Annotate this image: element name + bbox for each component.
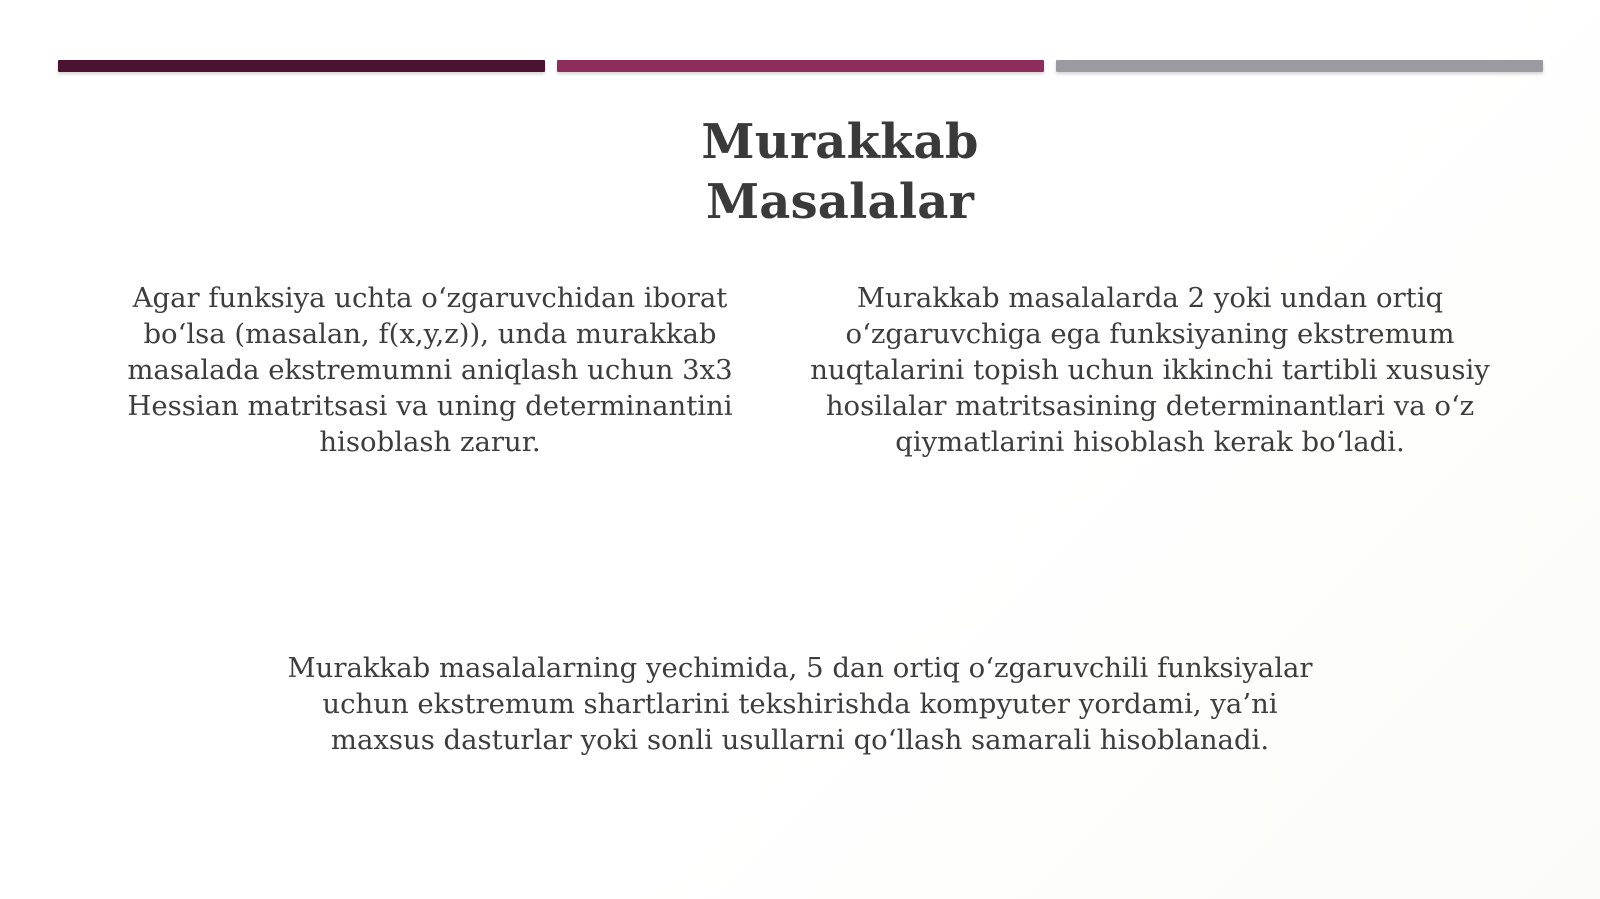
paragraph-right: Murakkab masalalarda 2 yoki undan ortiq o‘zgaruvchiga ega funksiyaning ekstremum nuqtalarini topish uchun ikkinchi tartibli xususiy hosilalar matritsasining determinantlari va o‘z qiymatlarini hisoblash kerak bo‘ladi. <box>810 282 1490 458</box>
paragraph-bottom: Murakkab masalalarning yechimida, 5 dan ortiq o‘zgaruvchili funksiyalar uchun ekstremum shartlarini tekshirishda kompyuter yordami, ya’ni maxsus dasturlar yoki sonli usullarni qo‘llash samarali hisoblanadi. <box>287 652 1313 756</box>
slide-title: Murakkab Masalalar <box>701 114 979 230</box>
paragraph-left: Agar funksiya uchta o‘zgaruvchidan iborat bo‘lsa (masalan, f(x,y,z)), unda murakkab masalada ekstremumni aniqlash uchun 3x3 Hessian matritsasi va uning determinantini hisoblash zarur. <box>127 282 733 458</box>
